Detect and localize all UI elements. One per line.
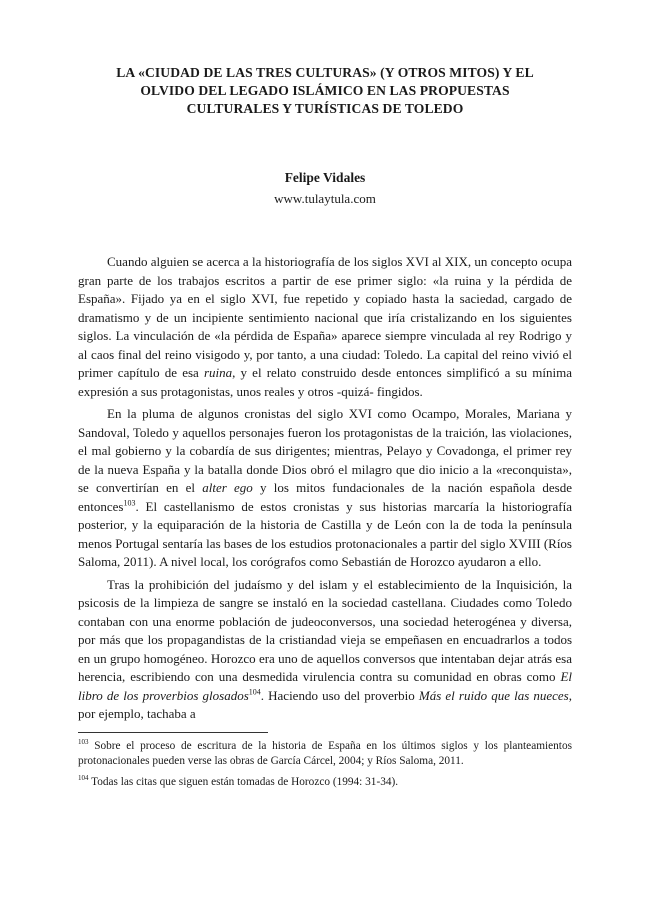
title-line-3: CULTURALES Y TURÍSTICAS DE TOLEDO bbox=[186, 101, 464, 116]
paragraph-2-end: . El castellanismo de estos cronistas y sus historias marcaría la historiografía posterior, y la equiparación de la historia de Castilla y de León con la de toda la península menos Portugal sentaría las bases de los estudios protonacionales a partir del siglo XVIII (Ríos Saloma, 2011). A nivel local, los corógrafos como Sebastián de Horozco ayudaron a ello. bbox=[78, 498, 572, 569]
footnote-separator bbox=[78, 732, 268, 733]
title-line-1: LA «CIUDAD DE LAS TRES CULTURAS» (Y OTROS MITOS) Y EL bbox=[116, 65, 534, 80]
paragraph-1-ruina: ruina bbox=[203, 365, 233, 380]
article-body bbox=[78, 253, 572, 724]
author-name: Felipe Vidales bbox=[284, 170, 366, 185]
paragraph-2-mid: y los mitos fundacionales de la nación española desde entonces bbox=[78, 480, 572, 514]
footnote-104 bbox=[78, 775, 572, 790]
paragraph-3 bbox=[78, 576, 572, 724]
paragraph-3-book-title: El libro de los proverbios glosados bbox=[78, 669, 572, 703]
footnote-ref-104[interactable]: 104 bbox=[248, 687, 261, 697]
footnote-number: 104 bbox=[78, 774, 89, 783]
footnote-103 bbox=[78, 739, 572, 768]
article-title bbox=[90, 64, 560, 118]
author-website: www.tulaytula.com bbox=[274, 191, 376, 206]
title-line-2: OLVIDO DEL LEGADO ISLÁMICO EN LAS PROPUESTAS bbox=[140, 83, 510, 98]
footnote-number: 103 bbox=[78, 738, 89, 747]
paragraph-3-proverb: Más el ruido que las nueces bbox=[418, 687, 569, 703]
footnotes bbox=[78, 739, 572, 797]
paragraph-3-mid: . Haciendo uso del proverbio bbox=[260, 687, 419, 703]
paragraph-1-text: Cuando alguien se acerca a la historiografía de los siglos XVI al XIX, un concepto ocupa gran parte de los trabajos escritos a partir de ese primer siglo: «la ruina y la pérdida de España». Fijado ya en el siglo XVI, fue repetido y copiado hasta la saciedad, cargado de dramatismo y de un incipiente sentimiento nacional que iría cristalizando en los siguientes siglos. La vinculación de «la pérdida de España» aparece siempre vinculada al rey Rodrigo y al caos final del reino visigodo y, por tanto, a una ciudad: Toledo. La capital del reino vivió el primer capítulo de esa bbox=[78, 254, 572, 380]
paragraph-2-alter-ego: alter ego bbox=[202, 480, 253, 495]
footnote-text: Todas las citas que siguen están tomadas de Horozco (1994: 31-34). bbox=[88, 776, 399, 788]
paragraph-1-end: , y el relato construido desde entonces simplificó a su mínima expresión a sus protagonistas, unos reales y otros -quizá- fingidos. bbox=[78, 365, 572, 399]
footnote-ref-103[interactable]: 103 bbox=[123, 498, 136, 508]
paragraph-2-text: En la pluma de algunos cronistas del siglo XVI como Ocampo, Morales, Mariana y Sandoval, Toledo y aquellos personajes fueron los protagonistas de la traición, las violaciones, el mal gobierno y la cobardía de sus dirigentes; mientras, Pelayo y Covadonga, el primer rey de la nueva España y la batalla donde Dios obró el milagro que dio inicio a la «reconquista», se convertirían en el bbox=[78, 406, 572, 495]
paragraph-3-text: Tras la prohibición del judaísmo y del islam y el establecimiento de la Inquisición, la psicosis de la limpieza de sangre se instaló en la sociedad castellana. Ciudades como Toledo contaban con una enorme población de judeoconversos, una sociedad heterogénea y diversa, por más que los propagandistas de la cristiandad vieja se empeñasen en encuadrarlos a todos en un grupo homogéneo. Horozco era uno de aquellos conversos que intentaban dejar atrás esa herencia, escribiendo con una desmedida virulencia contra su comunidad en obras como bbox=[78, 576, 572, 684]
footnote-text: Sobre el proceso de escritura de la historia de España en los últimos siglos y los planteamientos protonacionales pueden verse las obras de García Cárcel, 2004; y Ríos Saloma, 2011. bbox=[78, 740, 572, 767]
paragraph-3-end: , por ejemplo, tachaba a bbox=[78, 687, 572, 721]
paragraph-1 bbox=[78, 253, 572, 401]
paragraph-2 bbox=[78, 405, 572, 572]
